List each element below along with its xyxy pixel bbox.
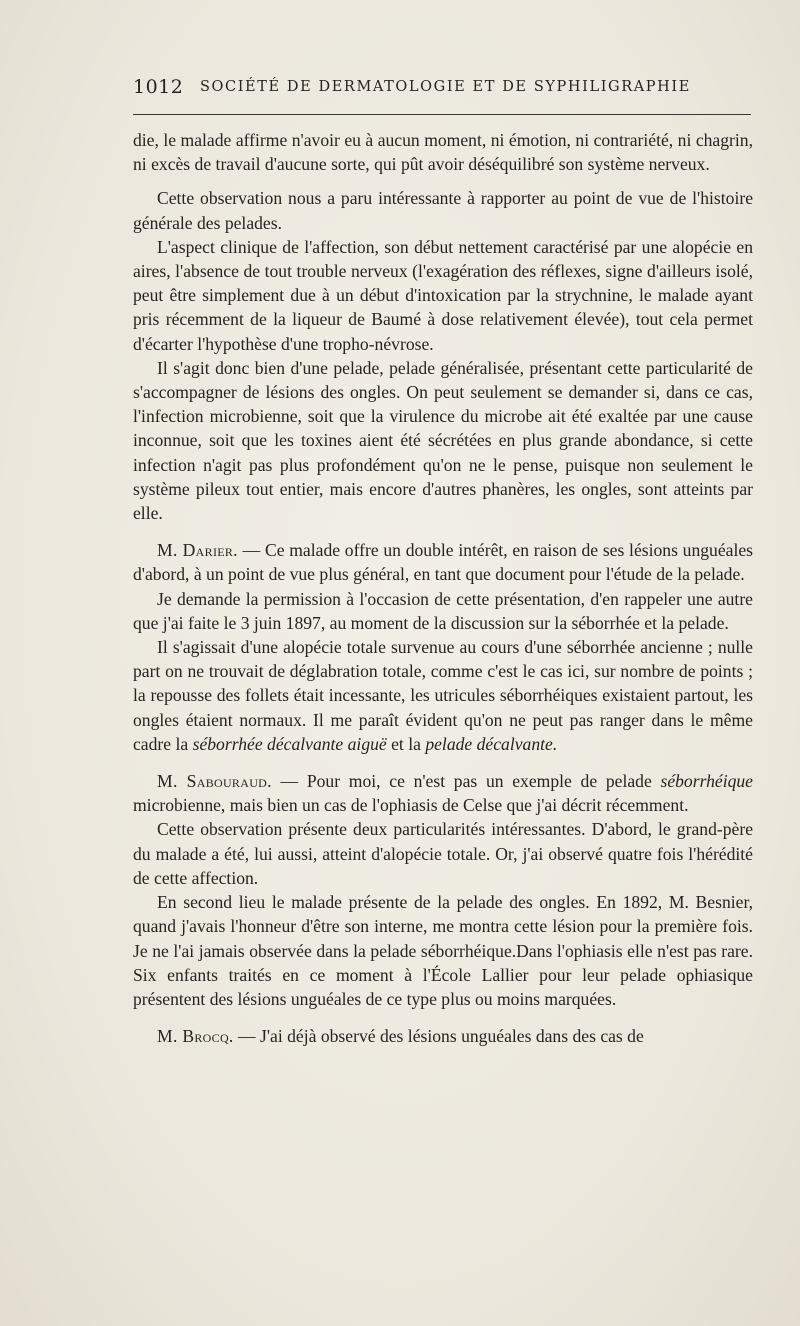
term-seborrheique: séborrhéique — [660, 771, 753, 792]
term-pelade-decalvante: pelade décalvante. — [425, 733, 558, 754]
paragraph-brocq-intro — [133, 1024, 753, 1048]
paragraph-darier-alopecie — [133, 635, 753, 756]
darier-remark: — Ce malade offre un double intérêt, en raison de ses lésions unguéales d'abord, à un point de vue plus général, en tant que document pour l'étude de la pelade. — [133, 540, 754, 585]
paragraph-sabouraud-heredite: Cette observation présente deux particularités intéressantes. D'abord, le grand-père du malade a été, lui aussi, atteint d'alopécie totale. Or, j'ai observé quatre fois l'hérédité de cette affection. — [133, 819, 753, 888]
paragraph-sabouraud-ongles: En second lieu le malade présente de la pelade des ongles. En 1892, M. Besnier, quand j'avais l'honneur d'être son interne, me montra cette lésion pour la première fois. Je ne l'ai jamais observée dans la pelade séborrhéique.Dans l'ophiasis elle n'est pas rare. Six enfants traités en ce moment à l'École Lallier pour leur pelade ophiasique présentent des lésions unguéales de ce type plus ou moins marquées. — [133, 892, 753, 1009]
paragraph-clinical-aspect: L'aspect clinique de l'affection, son début nettement caractérisé par une alopécie en aires, l'absence de tout trouble nerveux (l'exagération des réflexes, signe d'ailleurs isolé, peut être simplement due à un début d'intoxication par la strychnine, le malade ayant pris récemment de la liqueur de Baumé à dose relativement élevée), tout cela permet d'écarter l'hypothèse d'une tropho-névrose. — [133, 236, 753, 354]
paragraph-observation-interest: Cette observation nous a paru intéressante à rapporter au point de vue de l'histoire générale des pelades. — [133, 188, 753, 233]
paragraph-darier-intro — [133, 538, 753, 586]
speaker-darier: M. Darier. — [157, 540, 238, 561]
sabouraud-remark-a: — Pour moi, ce n'est pas un exemple de pelade — [280, 771, 652, 792]
sabouraud-remark-b: microbienne, mais bien un cas de l'ophiasis de Celse que j'ai décrit récemment. — [133, 795, 689, 816]
darier-alopecie-text: Il s'agissait d'une alopécie totale survenue au cours d'une séborrhée ancienne ; nulle part on ne trouvait de déglabration totale, comme c'est le cas ici, sur nombre de points ; la repousse des follets était incessante, les utricules séborrhéiques existaient partout, les ongles étaient normaux. Il me paraît évident qu'on ne peut pas ranger dans le même cadre la — [133, 637, 753, 754]
term-seborrhee-decalvante: séborrhée décalvante aiguë — [192, 733, 387, 754]
page-header — [133, 76, 753, 102]
paragraph-continuation: die, le malade affirme n'avoir eu à aucun moment, ni émotion, ni contrariété, ni chagrin, ni excès de travail d'aucune sorte, qui pût avoir déséquilibré son système nerveux. — [133, 130, 753, 175]
speaker-brocq: M. Brocq. — [157, 1026, 234, 1047]
page-number: 1012 — [133, 76, 184, 98]
paragraph-darier-presentation: Je demande la permission à l'occasion de cette présentation, d'en rappeler une autre que j'ai faite le 3 juin 1897, au moment de la discussion sur la séborrhée et la pelade. — [133, 588, 753, 633]
header-rule — [133, 114, 751, 115]
paragraph-sabouraud-intro — [133, 769, 753, 817]
main-text — [133, 128, 753, 1048]
running-title: SOCIÉTÉ DE DERMATOLOGIE ET DE SYPHILIGRAPHIE — [200, 79, 691, 95]
paragraph-pelade-generalisee: Il s'agit donc bien d'une pelade, pelade généralisée, présentant cette particularité de s'accompagner de lésions des ongles. On peut seulement se demander si, dans ce cas, l'infection microbienne, soit que la virulence du microbe ait été exaltée par une cause inconnue, soit que les toxines aient été sécrétées en plus grande abondance, si cette infection n'agit pas plus profondément qu'on ne le pense, puisque non seulement le système pileux tout entier, mais encore d'autres phanères, les ongles, sont atteints par elle. — [133, 357, 753, 524]
darier-conjunction: et la — [391, 733, 421, 754]
brocq-remark: — J'ai déjà observé des lésions unguéales dans des cas de — [238, 1026, 644, 1047]
speaker-sabouraud: M. Sabouraud. — [157, 771, 272, 792]
